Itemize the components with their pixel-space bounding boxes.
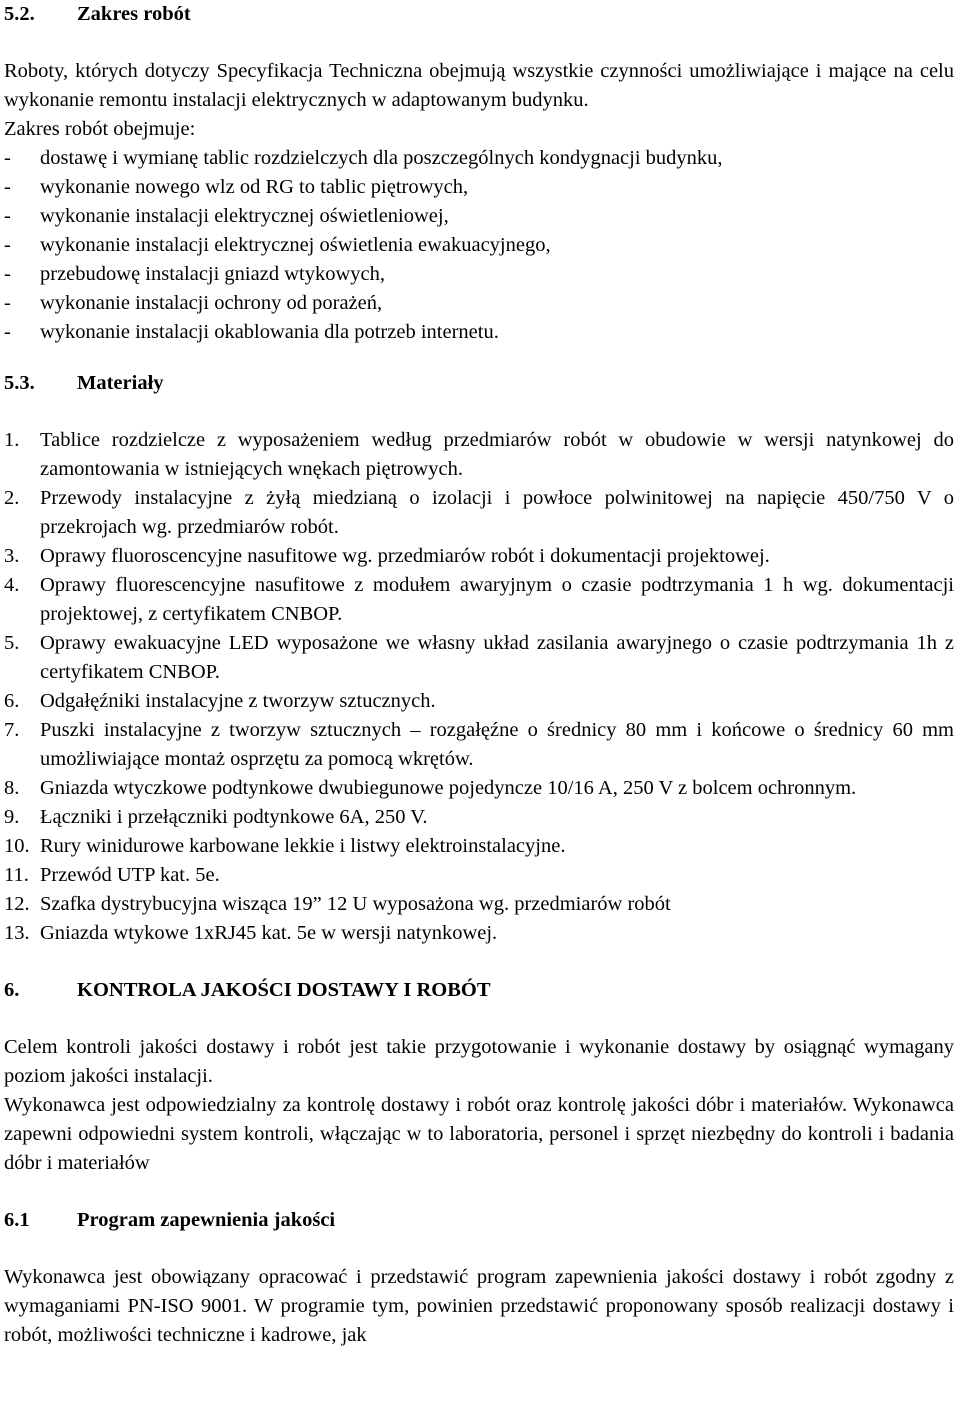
section-title: Materiały	[77, 372, 164, 394]
section-title: Zakres robót	[77, 3, 191, 25]
list-item: 9. Łączniki i przełączniki podtynkowe 6A, 250 V.	[4, 806, 428, 828]
list-item: 4. Oprawy fluorescencyjne nasufitowe z modułem awaryjnym o czasie podtrzymania 1 h wg. dokumentacji projektowej, z certyfikatem CNBOP.	[4, 574, 954, 625]
section-title: Program zapewnienia jakości	[77, 1209, 336, 1231]
list-item: 8. Gniazda wtyczkowe podtynkowe dwubiegunowe pojedyncze 10/16 A, 250 V z bolcem ochronnym.	[4, 777, 857, 799]
document-page	[4, 0, 954, 1350]
list-item: - przebudowę instalacji gniazd wtykowych,	[4, 263, 385, 285]
list-item: 10. Rury winidurowe karbowane lekkie i listwy elektroinstalacyjne.	[4, 835, 566, 857]
list-item: 5. Oprawy ewakuacyjne LED wyposażone we własny układ zasilania awaryjnego o czasie podtrzymania 1h z certyfikatem CNBOP.	[4, 632, 954, 683]
list-item: 12. Szafka dystrybucyjna wisząca 19” 12 U wyposażona wg. przedmiarów robót	[4, 893, 671, 915]
list-item: - wykonanie instalacji okablowania dla potrzeb internetu.	[4, 321, 499, 343]
list-item: - wykonanie instalacji elektrycznej oświetlenia ewakuacyjnego,	[4, 234, 551, 256]
list-item: 6. Odgałęźniki instalacyjne z tworzyw sztucznych.	[4, 690, 436, 712]
section-title: KONTROLA JAKOŚCI DOSTAWY I ROBÓT	[77, 979, 491, 1001]
section-heading-6-1	[4, 1206, 954, 1235]
paragraph: Wykonawca jest odpowiedzialny za kontrolę dostawy i robót oraz kontrolę jakości dóbr i materiałów. Wykonawca zapewni odpowiedni system kontroli, włączając w to laboratoria, personel i sprzęt niezbędny do kontroli i badania dóbr i materiałów	[4, 1094, 954, 1174]
list-item: - wykonanie instalacji elektrycznej oświetleniowej,	[4, 205, 449, 227]
list-item: 2. Przewody instalacyjne z żyłą miedzianą o izolacji i powłoce polwinitowej na napięcie 450/750 V o przekrojach wg. przedmiarów robót.	[4, 487, 954, 538]
intro-paragraph: Roboty, których dotyczy Specyfikacja Techniczna obejmują wszystkie czynności umożliwiające i mające na celu wykonanie remontu instalacji elektrycznych w adaptowanym budynku.	[4, 60, 954, 111]
list-item: 11. Przewód UTP kat. 5e.	[4, 864, 220, 886]
paragraph: Wykonawca jest obowiązany opracować i przedstawić program zapewnienia jakości dostawy i robót zgodny z wymaganiami PN-ISO 9001. W programie tym, powinien przedstawić proponowany sposób realizacji dostawy i robót, możliwości techniczne i kadrowe, jak	[4, 1266, 954, 1346]
section-heading-5-3	[4, 369, 954, 398]
section-number: 5.3.	[4, 372, 35, 394]
list-item: 3. Oprawy fluoroscencyjne nasufitowe wg. przedmiarów robót i dokumentacji projektowej.	[4, 545, 770, 567]
list-item: 13. Gniazda wtykowe 1xRJ45 kat. 5e w wersji natynkowej.	[4, 922, 498, 944]
list-item: - wykonanie instalacji ochrony od porażeń,	[4, 292, 383, 314]
list-item: 1. Tablice rozdzielcze z wyposażeniem według przedmiarów robót w obudowie w wersji natynkowej do zamontowania w istniejących wnękach piętrowych.	[4, 429, 954, 480]
list-item: 7. Puszki instalacyjne z tworzyw sztucznych – rozgałęźne o średnicy 80 mm i końcowe o średnicy 60 mm umożliwiające montaż osprzętu za pomocą wkrętów.	[4, 719, 954, 770]
paragraph: Celem kontroli jakości dostawy i robót jest takie przygotowanie i wykonanie dostawy by osiągnąć wymagany poziom jakości instalacji.	[4, 1036, 954, 1087]
section-heading-5-2	[4, 0, 954, 29]
section-heading-6	[4, 976, 954, 1005]
section-number: 5.2.	[4, 3, 35, 25]
section-number: 6.	[4, 979, 20, 1001]
scope-label: Zakres robót obejmuje:	[4, 118, 196, 140]
list-item: - dostawę i wymianę tablic rozdzielczych dla poszczególnych kondygnacji budynku,	[4, 147, 723, 169]
section-number: 6.1	[4, 1209, 30, 1231]
list-item: - wykonanie nowego wlz od RG to tablic piętrowych,	[4, 176, 469, 198]
